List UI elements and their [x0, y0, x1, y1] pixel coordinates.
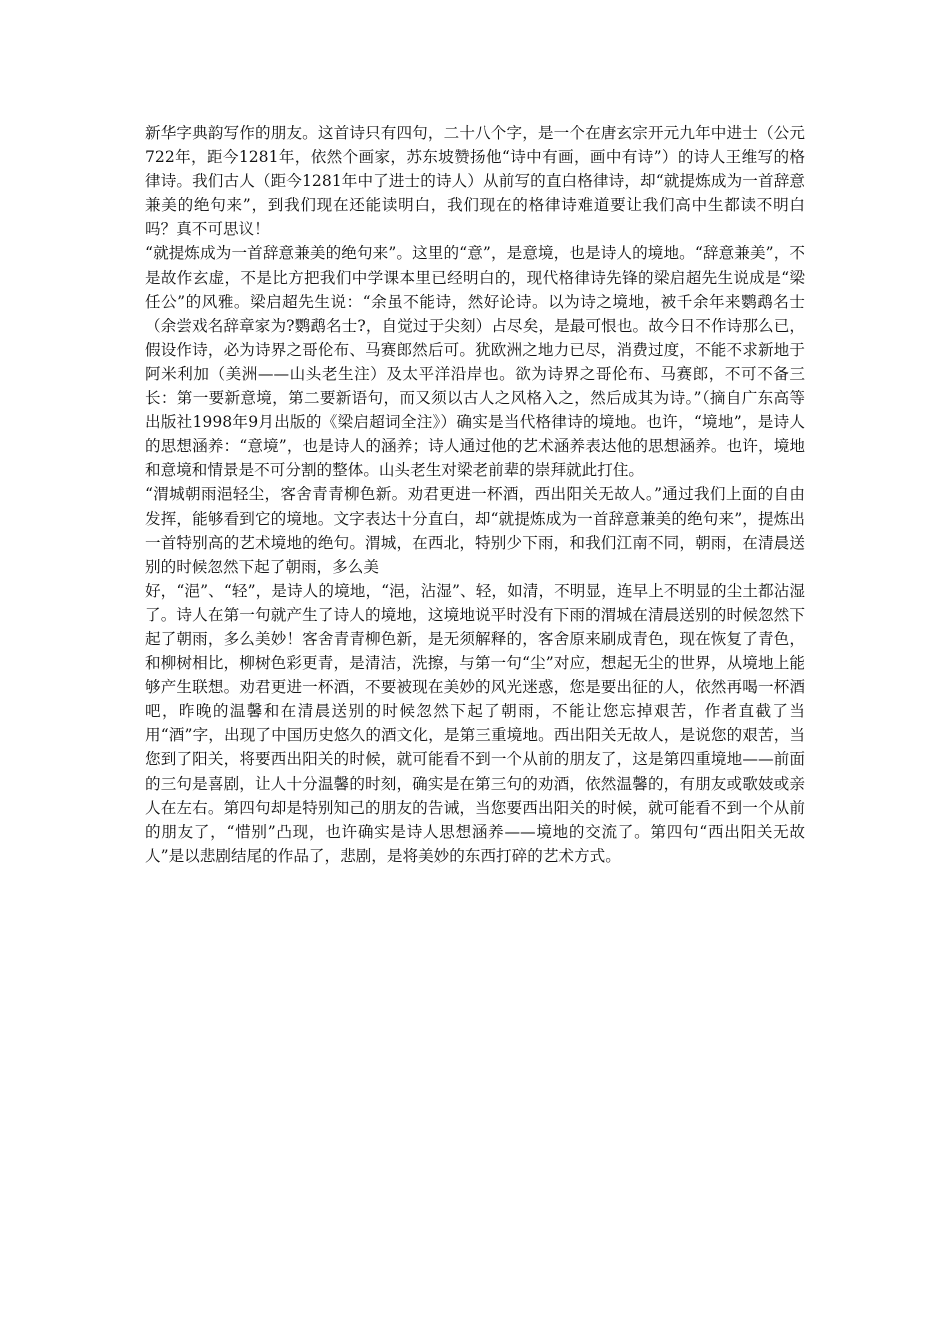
paragraph-4: 好，“浥”、“轻”，是诗人的境地，“浥，沾湿”、轻，如清，不明显，连早上不明显的尘土都沾湿了。诗人在第一句就产生了诗人的境地，这境地说平时没有下雨的渭城在清晨送别的时候忽然下起了朝雨，多么美妙！客舍青青柳色新，是无须解释的，客舍原来刷成青色，现在恢复了青色，和柳树相比，柳树色彩更青，是清洁，洗擦，与第一句“尘”对应，想起无尘的世界，从境地上能够产生联想。劝君更进一杯酒，不要被现在美妙的风光迷惑，您是要出征的人，依然再喝一杯酒吧，昨晚的温馨和在清晨送别的时候忽然下起了朝雨，不能让您忘掉艰苦，作者直截了当用“酒”字，出现了中国历史悠久的酒文化，是第三重境地。西出阳关无故人，是说您的艰苦，当您到了阳关，将要西出阳关的时候，就可能看不到一个从前的朋友了，这是第四重境地——前面的三句是喜剧，让人十分温馨的时刻，确实是在第三句的劝酒，依然温馨的，有朋友或歌妓或亲人在左右。第四句却是特别知己的朋友的告诫，当您要西出阳关的时候，就可能看不到一个从前的朋友了，“惜别”凸现，也许确实是诗人思想涵养——境地的交流了。第四句“西出阳关无故人”是以悲剧结尾的作品了，悲剧，是将美妙的东西打碎的艺术方式。 — [145, 581, 805, 865]
paragraph-1: 新华字典韵写作的朋友。这首诗只有四句，二十八个字，是一个在唐玄宗开元九年中进士（公元722年，距今1281年，依然个画家，苏东坡赞扬他“诗中有画，画中有诗”）的诗人王维写的格律诗。我们古人（距今1281年中了进士的诗人）从前写的直白格律诗，却“就提炼成为一首辞意兼美的绝句来”，到我们现在还能读明白，我们现在的格律诗难道要让我们高中生都读不明白吗？真不可思议！ — [145, 124, 805, 239]
paragraph-2: “就提炼成为一首辞意兼美的绝句来”。这里的“意”，是意境，也是诗人的境地。“辞意兼美”，不是故作玄虚，不是比方把我们中学课本里已经明白的，现代格律诗先锋的梁启超先生说成是“梁任公”的风雅。梁启超先生说：“余虽不能诗，然好论诗。以为诗之境地，被千余年来鹦鹉名士（余尝戏名辞章家为?鹦鹉名士?，自觉过于尖刻）占尽矣，是最可恨也。故今日不作诗那么已，假设作诗，必为诗界之哥伦布、马赛郎然后可。犹欧洲之地力已尽，消费过度，不能不求新地于阿米利加（美洲——山头老生注）及太平洋沿岸也。欲为诗界之哥伦布、马赛郎，不可不备三长：第一要新意境，第二要新语句，而又须以古人之风格入之，然后成其为诗。”（摘自广东高等出版社1998年9月出版的《梁启超词全注》）确实是当代格律诗的境地。也许，“境地”，是诗人的思想涵养：“意境”，也是诗人的涵养；诗人通过他的艺术涵养表达他的思想涵养。也许，境地和意境和情景是不可分割的整体。山头老生对梁老前辈的崇拜就此打住。 — [145, 244, 805, 480]
document-body — [145, 121, 805, 868]
paragraph-3: “渭城朝雨浥轻尘，客舍青青柳色新。劝君更进一杯酒，西出阳关无故人。”通过我们上面的自由发挥，能够看到它的境地。文字表达十分直白，却“就提炼成为一首辞意兼美的绝句来”，提炼出一首特别高的艺术境地的绝句。渭城，在西北，特别少下雨，和我们江南不同，朝雨，在清晨送别的时候忽然下起了朝雨，多么美 — [145, 485, 805, 576]
